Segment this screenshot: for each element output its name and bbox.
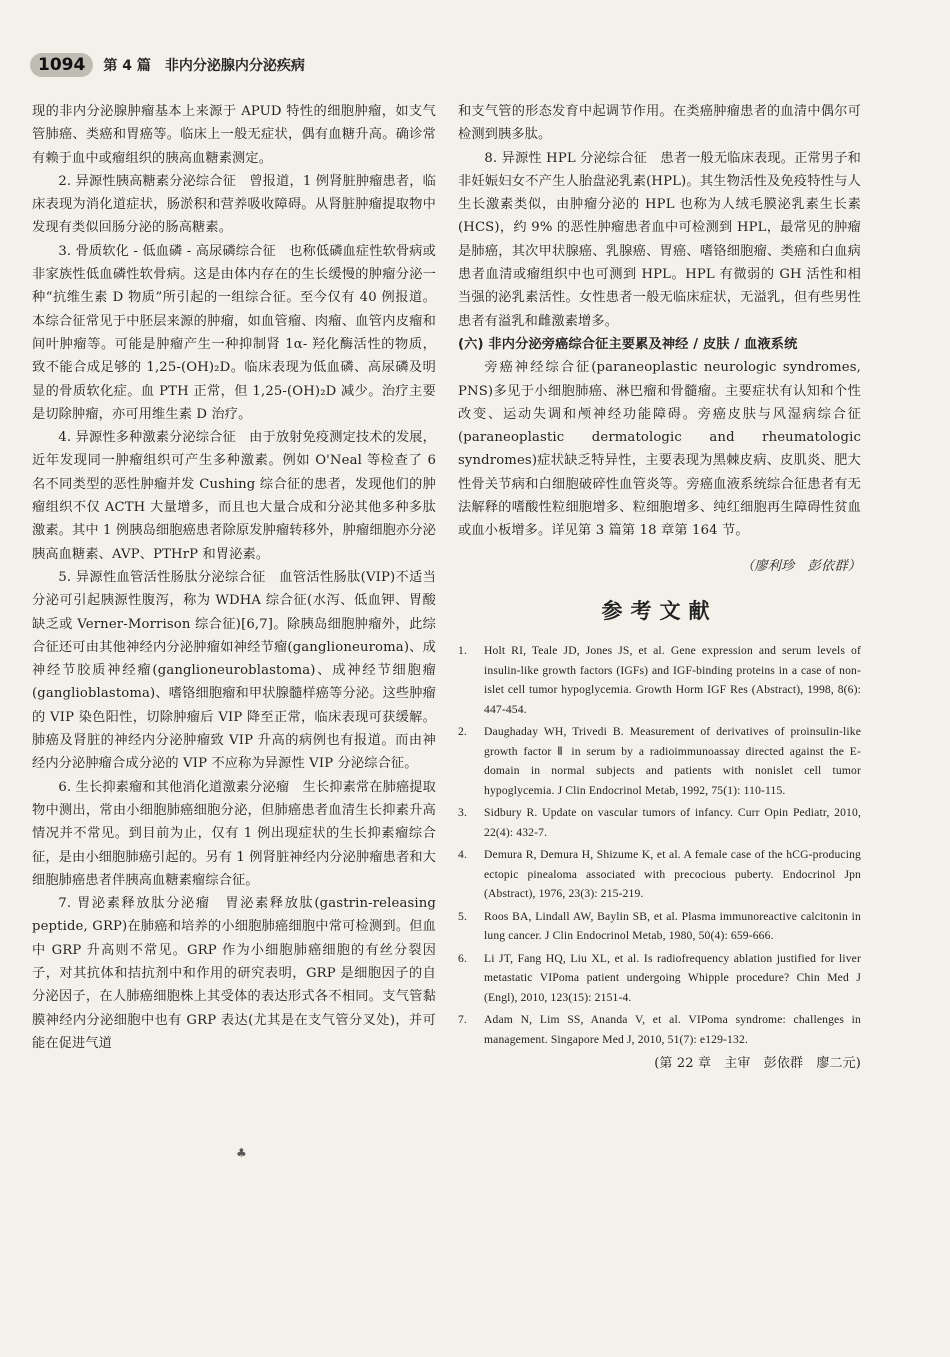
- paragraph: 和支气管的形态发育中起调节作用。在类癌肿瘤患者的血清中偶尔可检测到胰多肽。: [458, 104, 861, 143]
- reference-text: Holt RI, Teale JD, Jones JS, et al. Gene expression and serum levels of insulin-like growth factors (IGFs) and IGF-binding proteins in a case of non-islet cell tumor hypoglycemia. Growth Horm IGF Res (Abstract), 1998, 8(6): 447-454.: [484, 644, 861, 716]
- reference-item: [458, 1010, 861, 1049]
- right-column: [458, 100, 861, 1076]
- reference-number: 5.: [458, 909, 467, 923]
- page-number: 1094: [30, 53, 93, 77]
- reference-text: Li JT, Fang HQ, Liu XL, et al. Is radiofrequency ablation justified for liver metastatic VIPoma patient undergoing Whipple procedure? Chin Med J (Engl), 2010, 123(15): 2151-4.: [484, 951, 861, 1004]
- page-header: [30, 52, 305, 78]
- reference-item: [458, 722, 861, 800]
- chapter-credit: (第 22 章 主审 彭依群 廖二元): [654, 1056, 861, 1072]
- paragraph: 6. 生长抑素瘤和其他消化道激素分泌瘤 生长抑素常在肺癌提取物中测出，常由小细胞肺癌细胞分泌，但肺癌患者血清生长抑素升高情况并不常见。到目前为止，仅有 1 例出现症状的生长抑素瘤综合征，是由小细胞肺癌引起的。另有 1 例肾脏神经内分泌肿瘤患者和大细胞肺癌患者伴胰高血糖素瘤综合征。: [32, 779, 437, 888]
- author-signature: （廖利珍 彭依群）: [740, 558, 861, 574]
- paragraph: 2. 异源性胰高糖素分泌综合征 曾报道，1 例肾脏肿瘤患者，临床表现为消化道症状，肠淤积和营养吸收障碍。从肾脏肿瘤提取物中发现有类似回肠分泌的肠高糖素。: [32, 173, 436, 236]
- reference-text: Adam N, Lim SS, Ananda V, et al. VIPoma syndrome: challenges in management. Singapore Med J, 2010, 51(7): e129-132.: [484, 1013, 861, 1046]
- paragraph: 5. 异源性血管活性肠肽分泌综合征 血管活性肠肽(VIP)不适当分泌可引起胰源性腹泻，称为 WDHA 综合征(水泻、低血钾、胃酸缺乏或 Verner-Morrison 综合征)[6,7]。除胰岛细胞肿瘤外，此综合征还可由其他神经内分泌肿瘤如神经节瘤(ganglioneuroma)、成神经节胶质神经瘤(ganglioneuroblastoma)、成神经节细胞瘤(ganglioblastoma)、嗜铬细胞瘤和甲状腺髓样癌等分泌。这些肿瘤的 VIP 染色阳性，切除肿瘤后 VIP 降至正常，临床表现可获缓解。肺癌及肾脏的神经内分泌肿瘤致 VIP 升高的病例也有报道。而由神经内分泌肿瘤合成分泌的 VIP 不应称为异源性 VIP 分泌综合征。: [32, 569, 436, 772]
- reference-number: 3.: [458, 806, 467, 820]
- reference-list: [458, 641, 861, 1049]
- paragraph: 旁癌神经综合征(paraneoplastic neurologic syndromes, PNS)多见于小细胞肺癌、淋巴瘤和骨髓瘤。主要症状有认知和个性改变、运动失调和颅神经功能障碍。旁癌皮肤与风湿病综合征(paraneoplastic dermatologic and rheumatologic syndromes)症状缺乏特异性，主要表现为黑棘皮病、皮肌炎、肥大性骨关节病和白细胞破碎性血管炎等。旁癌血液系统综合征患者有无法解释的嗜酸性粒细胞增多、粒细胞增多、纯红细胞再生障碍性贫血或血小板增多。详见第 3 篇第 18 章第 164 节。: [458, 360, 861, 539]
- paragraph: 4. 异源性多种激素分泌综合征 由于放射免疫测定技术的发展，近年发现同一肿瘤组织可产生多种激素。例如 O'Neal 等检查了 6 名不同类型的恶性肿瘤并发 Cushing 综合征的患者，发现他们的肿瘤组织不仅 ACTH 大量增多，而且也大量合成和分泌其他多种多肽激素。其中 1 例胰岛细胞癌患者除原发肿瘤转移外，肿瘤细胞亦分泌胰高血糖素、AVP、PTHrP 和胃泌素。: [32, 430, 437, 562]
- reference-item: [458, 949, 861, 1008]
- paragraph: 7. 胃泌素释放肽分泌瘤 胃泌素释放肽(gastrin-releasing peptide, GRP)在肺癌和培养的小细胞肺癌细胞中常可检测到。但血中 GRP 升高则不常见。GRP 作为小细胞肺癌细胞的有丝分裂因子，对其抗体和拮抗剂中和作用的研究表明，GRP 是细胞因子的自分泌因子，在人肺癌细胞株上其受体的表达形式各不相同。支气管黏膜神经内分泌细胞中也有 GRP 表达(尤其是在支气管分叉处)，并可能在促进气道: [32, 896, 436, 1051]
- reference-number: 7.: [458, 1013, 467, 1027]
- reference-item: [458, 803, 861, 842]
- reference-item: [458, 845, 861, 904]
- paragraph: 现的非内分泌腺肿瘤基本上来源于 APUD 特性的细胞肿瘤，如支气管肺癌、类癌和胃癌等。临床上一般无症状，偶有血糖升高。确诊常有赖于血中或瘤组织的胰高血糖素测定。: [32, 104, 436, 166]
- references-title: 参考文献: [601, 598, 718, 623]
- paragraph: 8. 异源性 HPL 分泌综合征 患者一般无临床表现。正常男子和非妊娠妇女不产生人胎盘泌乳素(HPL)。其生物活性及免疫特性与人生长激素类似，由肿瘤分泌的 HPL 也称为人绒毛膜泌乳素生长素(HCS)，约 9% 的恶性肿瘤患者血中可检测到 HPL，最常见的肿瘤是肺癌，其次甲状腺癌、乳腺癌、胃癌、嗜铬细胞瘤、类癌和白血病患者血清或瘤组织中也可测到 HPL。HPL 有微弱的 GH 活性和相当强的泌乳素活性。女性患者一般无临床症状，无溢乳，但有些男性患者有溢乳和雌激素增多。: [458, 150, 861, 329]
- right-paragraphs: [458, 100, 861, 333]
- reference-text: Roos BA, Lindall AW, Baylin SB, et al. Plasma immunoreactive calcitonin in lung cancer. J Clin Endocrinol Metab, 1980, 50(4): 659-666.: [484, 909, 861, 943]
- reference-item: [458, 907, 861, 946]
- reference-number: 1.: [458, 644, 467, 658]
- left-column: [32, 100, 436, 1055]
- reference-text: Sidbury R. Update on vascular tumors of infancy. Curr Opin Pediatr, 2010, 22(4): 432-7.: [484, 806, 861, 839]
- reference-text: Daughaday WH, Trivedi B. Measurement of derivatives of proinsulin-like growth factor Ⅱ in serum by a radioimmunoassay directed against the E-domain in normal subjects and patients with nonislet cell tumor hypoglycemia. J Clin Endocrinol Metab, 1992, 75(1): 110-115.: [484, 725, 861, 797]
- page-mark: ♣: [236, 1146, 247, 1160]
- section-title: 非内分泌腺内分泌疾病: [164, 58, 305, 74]
- reference-number: 4.: [458, 848, 467, 862]
- reference-number: 6.: [458, 951, 467, 965]
- reference-item: [458, 641, 861, 719]
- part-label: 第 4 篇: [103, 58, 151, 74]
- subheading: (六) 非内分泌旁癌综合征主要累及神经 / 皮肤 / 血液系统: [458, 336, 798, 352]
- reference-number: 2.: [458, 725, 467, 739]
- paragraph: 3. 骨质软化 - 低血磷 - 高尿磷综合征 也称低磷血症性软骨病或非家族性低血磷性软骨病。这是由体内存在的生长缓慢的肿瘤分泌一种“抗维生素 D 物质”所引起的一组综合征。至今仅有 40 例报道。本综合征常见于中胚层来源的肿瘤，如血管瘤、肉瘤、血管内皮瘤和间叶肿瘤等。可能是肿瘤产生一种抑制肾 1α- 羟化酶活性的物质，致不能合成足够的 1,25-(OH)₂D。临床表现为低血磷、高尿磷及明显的骨质软化症。血 PTH 正常，但 1,25-(OH)₂D 减少。治疗主要是切除肿瘤，亦可用维生素 D 治疗。: [32, 243, 436, 422]
- reference-text: Demura R, Demura H, Shizume K, et al. A female case of the hCG-producing ectopic pinealoma associated with precocious puberty. Endocrinol Jpn (Abstract), 1976, 23(3): 215-219.: [484, 848, 861, 901]
